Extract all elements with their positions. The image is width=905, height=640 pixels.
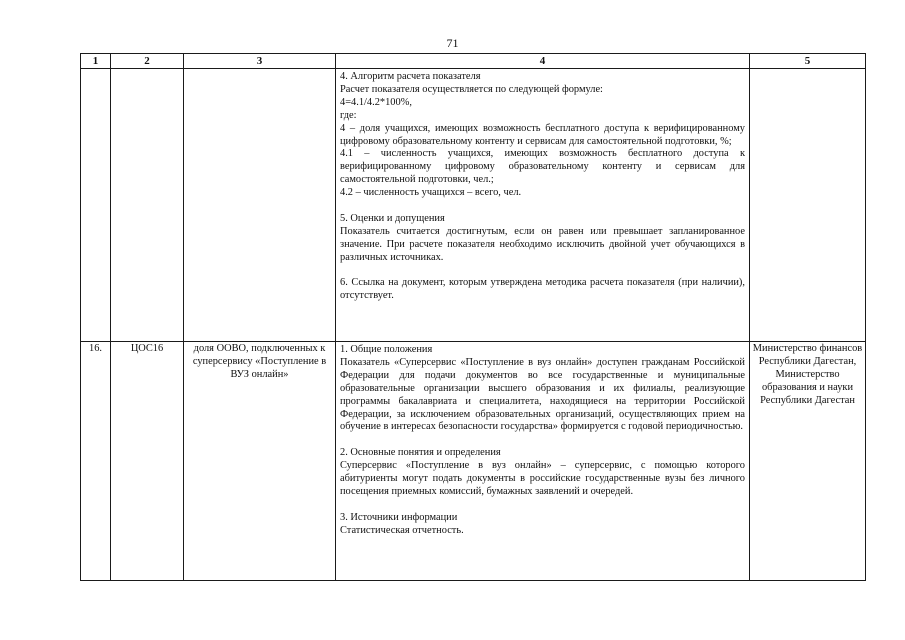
paragraph-gap	[340, 434, 745, 447]
section-4-intro: Расчет показателя осуществляется по следующей формуле:	[340, 83, 603, 95]
section-3-text: Статистическая отчетность.	[340, 524, 464, 536]
definition-4-2: 4.2 – численность учащихся – всего, чел.	[340, 187, 522, 199]
header-col-5: 5	[750, 54, 866, 69]
table-row-continuation	[81, 69, 866, 342]
section-2-text: Суперсервис «Поступление в вуз онлайн» – суперсервис, с помощью которого абитуриенты могут подать документы в российские государственные вузы без личного посещения приемных комиссий, бумажных заявлений и очередей.	[340, 460, 745, 497]
formula-where: где:	[340, 109, 357, 121]
cell-indicator-name	[184, 69, 336, 342]
cell-responsible: Министерство финансов Республики Дагестан, Министерство образования и науки Республики Дагестан	[750, 342, 866, 581]
cell-methodology	[336, 69, 750, 342]
cell-indicator-name: доля ООВО, подключенных к суперсервису «Поступление в ВУЗ онлайн»	[184, 342, 336, 581]
section-5-text: Показатель считается достигнутым, если он равен или превышает запланированное значение. При расчете показателя необходимо исключить двойной учет обучающихся в различных источниках.	[340, 225, 745, 263]
header-col-3: 3	[184, 54, 336, 69]
section-2-title: 2. Основные понятия и определения	[340, 447, 501, 459]
cell-responsible	[750, 69, 866, 342]
cell-methodology	[336, 342, 750, 581]
section-1-title: 1. Общие положения	[340, 344, 433, 355]
paragraph-gap	[340, 200, 745, 213]
header-col-1: 1	[81, 54, 111, 69]
table-header-row	[81, 54, 866, 69]
indicator-table	[80, 53, 866, 581]
table-row-16	[81, 342, 866, 581]
definition-4-1: 4.1 – численность учащихся, имеющих возможность бесплатного доступа к верифицированному цифровому образовательному контенту и сервисам для самостоятельной подготовки, чел.;	[340, 148, 745, 186]
paragraph-gap	[340, 265, 745, 278]
cell-code: ЦОС16	[111, 342, 184, 581]
paragraph-gap	[340, 499, 745, 512]
cell-number	[81, 69, 111, 342]
cell-number: 16.	[81, 342, 111, 581]
section-4-title: 4. Алгоритм расчета показателя	[340, 71, 481, 82]
page-number: 71	[446, 36, 459, 50]
section-1-text: Показатель «Суперсервис «Поступление в вуз онлайн» доступен гражданам Российской Федерации для подачи документов во все государственные и муниципальные образовательные организации высшего образования и их филиалы, реализующие программы бакалавриата и специалитета, находящиеся на территории Российской Федерации, за исключением образовательных организаций, осуществляющих прием на обучение в интересах безопасности государства» формируется с годовой периодичностью.	[340, 356, 745, 433]
section-5-title: 5. Оценки и допущения	[340, 212, 445, 224]
header-col-2: 2	[111, 54, 184, 69]
section-6-text: 6. Ссылка на документ, которым утверждена методика расчета показателя (при наличии), отсутствует.	[340, 277, 745, 302]
header-col-4: 4	[336, 54, 750, 69]
cell-code	[111, 69, 184, 342]
definition-4: 4 – доля учащихся, имеющих возможность бесплатного доступа к верифицированному цифровому образовательному контенту и сервисам для самостоятельной подготовки, %;	[340, 122, 745, 147]
formula: 4=4.1/4.2*100%,	[340, 96, 412, 108]
section-3-title: 3. Источники информации	[340, 511, 458, 523]
